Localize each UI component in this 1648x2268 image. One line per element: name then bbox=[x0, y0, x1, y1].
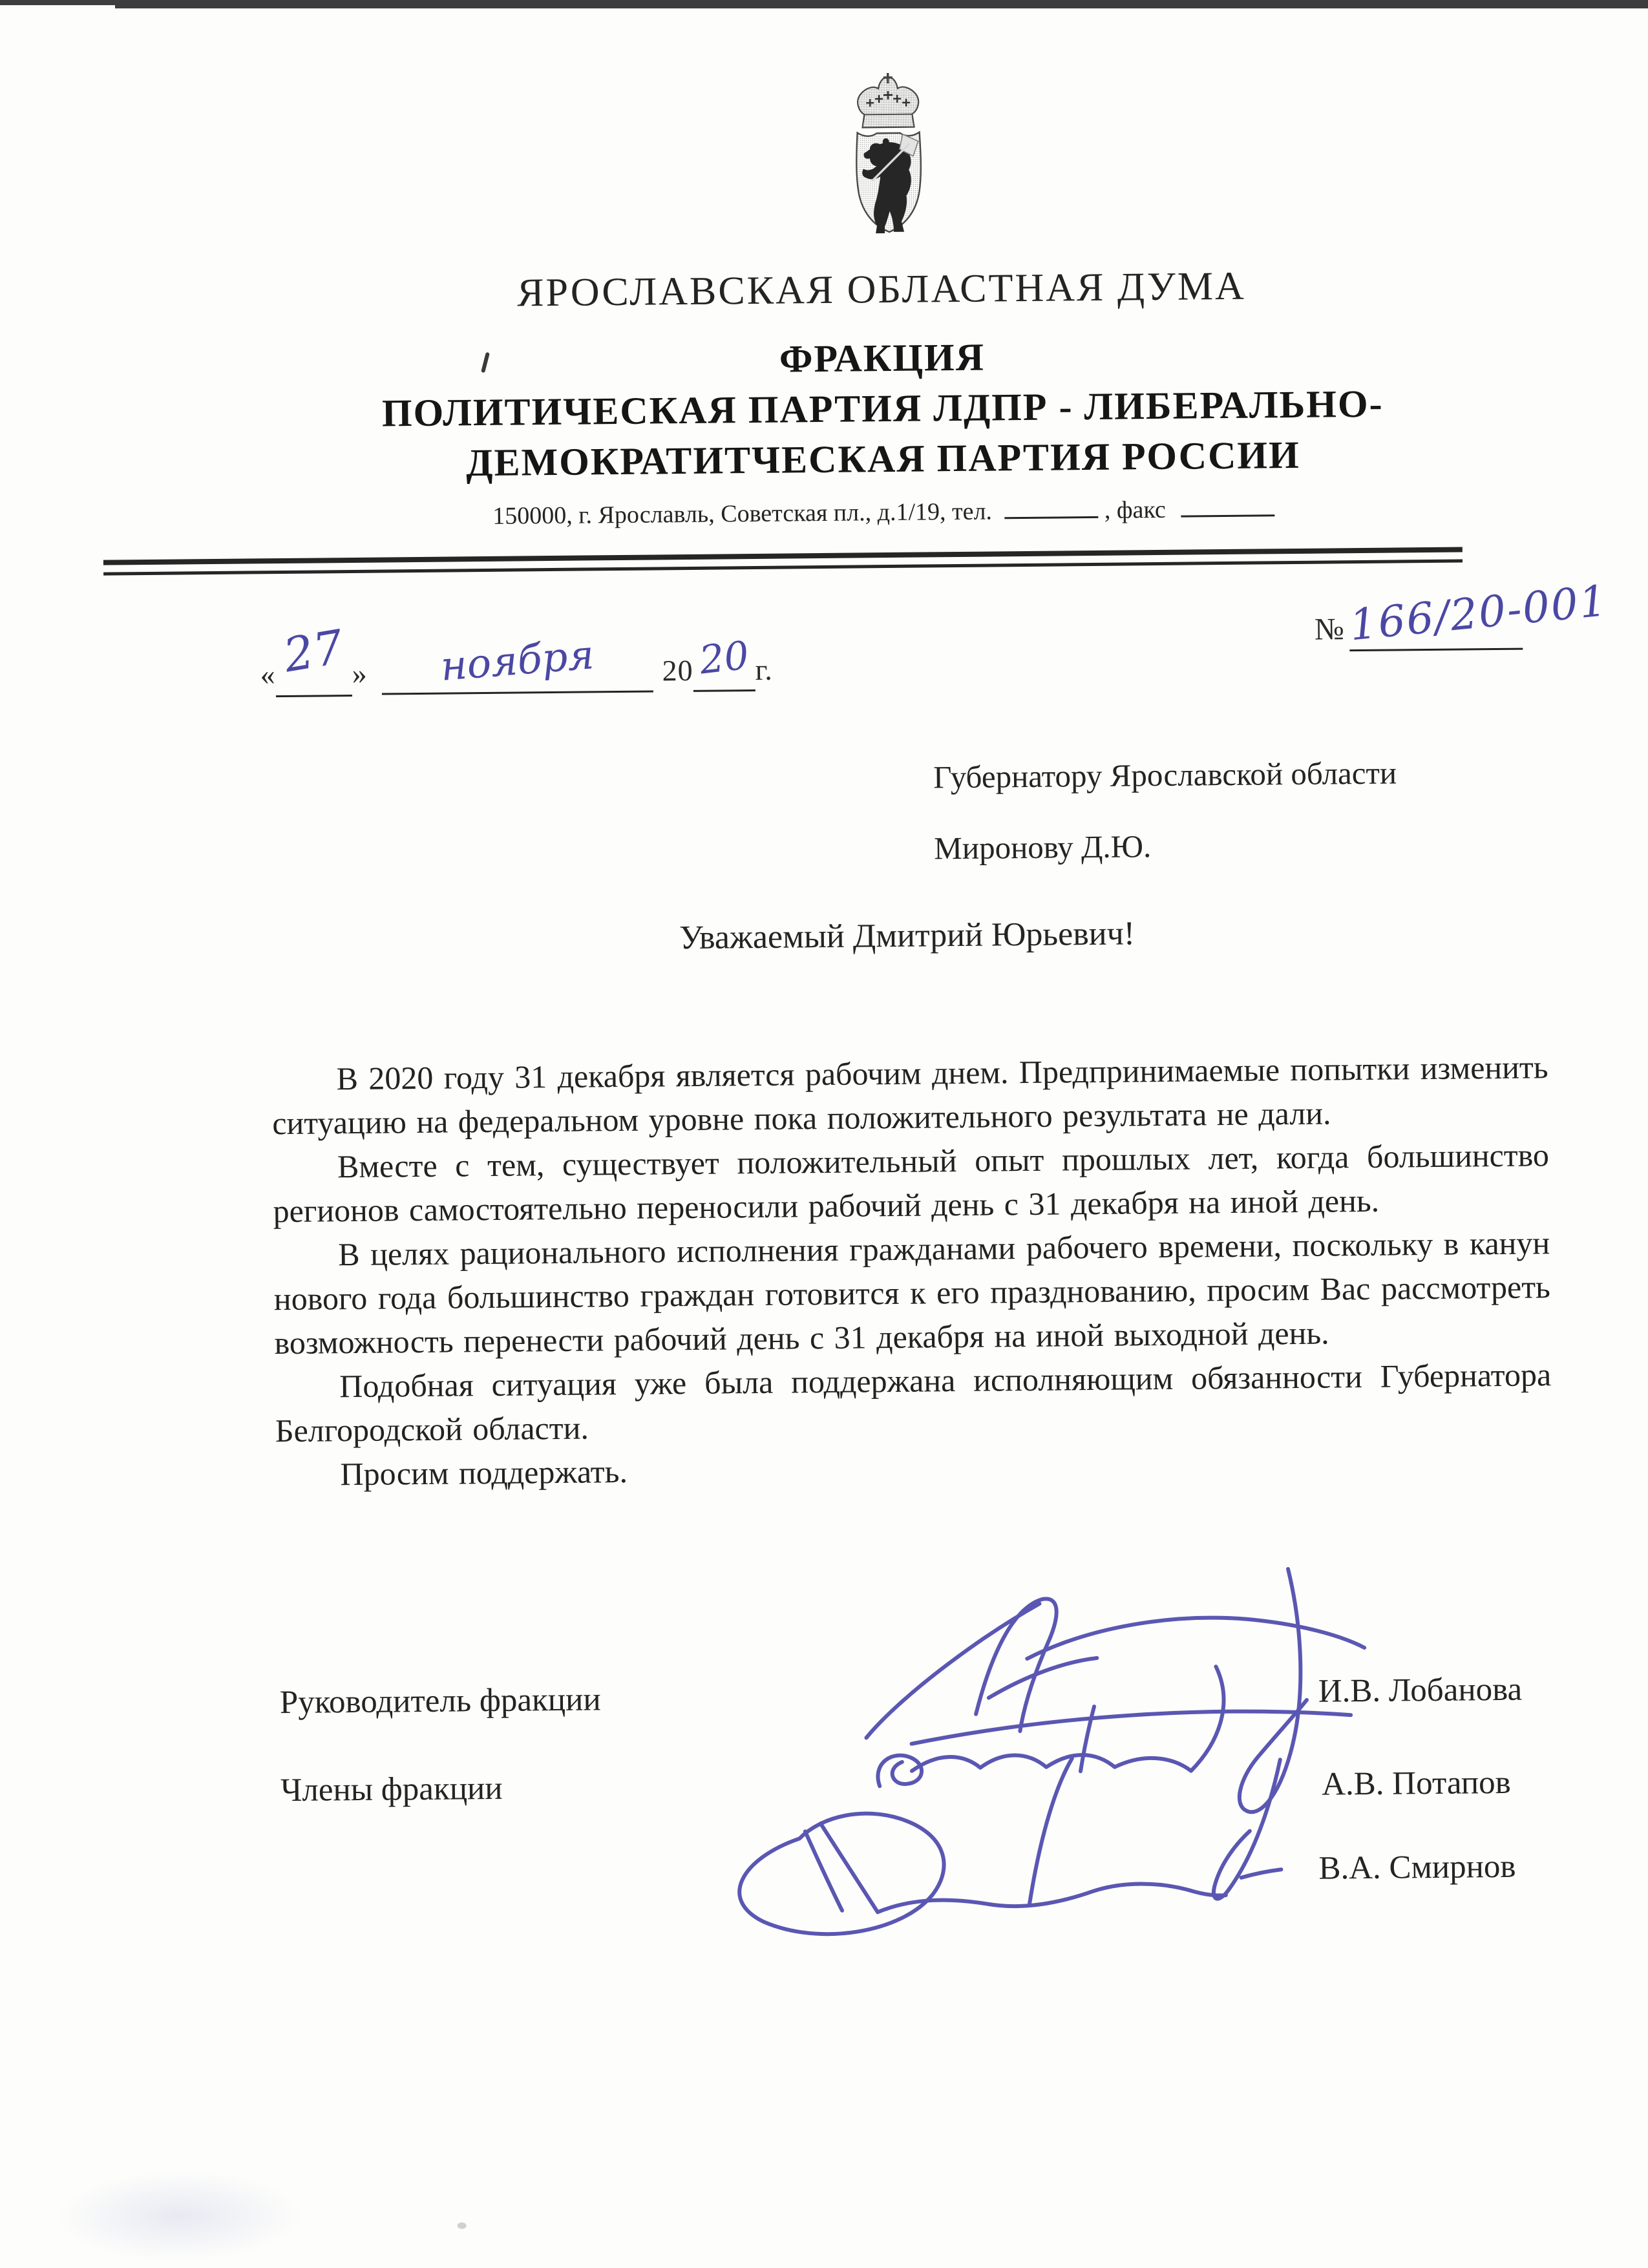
handwritten-month: ноября bbox=[439, 631, 596, 690]
body-paragraph: В 2020 году 31 декабря является рабочим днем. Предпринимаемые попытки изменить ситуацию на федеральном уровне пока положительного результата не дали. bbox=[272, 1049, 1548, 1142]
recipient-line2: Миронову Д.Ю. bbox=[933, 828, 1152, 866]
faction-title-line2: ПОЛИТИЧЕСКАЯ ПАРТИЯ ЛДПР - ЛИБЕРАЛЬНО- bbox=[381, 382, 1384, 435]
body-paragraph: Просим поддержать. bbox=[340, 1453, 628, 1493]
role-members-label: Члены фракции bbox=[280, 1770, 503, 1809]
document-number-line bbox=[1314, 576, 1610, 652]
address-text-fax: , факс bbox=[1104, 496, 1167, 524]
faction-title-line1: ФРАКЦИЯ bbox=[779, 335, 986, 381]
body-paragraph: В целях рационального исполнения гражданами рабочего времени, поскольку в канун нового года большинство граждан готовится к его празднованию, просим Вас рассмотреть возможность перенести рабочий день с 31 декабря на иной выходной день. bbox=[273, 1224, 1551, 1361]
scan-ink-smudge bbox=[56, 2170, 302, 2263]
faction-title-line3: ДЕМОКРАТИТЧЕСКАЯ ПАРТИЯ РОССИИ bbox=[465, 433, 1300, 485]
phone-blank-line bbox=[1005, 516, 1099, 519]
recipient-block bbox=[933, 737, 1398, 884]
body-paragraph: Подобная ситуация уже была поддержана исполняющим обязанности Губернатора Белгородской области. bbox=[275, 1356, 1552, 1449]
date-line bbox=[260, 619, 774, 698]
recipient-line1: Губернатору Ярославской области bbox=[933, 755, 1397, 795]
number-blank-line bbox=[1347, 576, 1610, 652]
address-line bbox=[121, 491, 1646, 534]
body-paragraph: Вместе с тем, существует положительный опыт прошлых лет, когда большинство регионов самостоятельно переносили рабочий день с 31 декабря на иной день. bbox=[273, 1137, 1550, 1230]
signer-name-smirnov: В.А. Смирнов bbox=[1318, 1848, 1516, 1887]
role-head-label: Руководитель фракции bbox=[279, 1681, 601, 1721]
scan-edge-artifact bbox=[0, 0, 1648, 8]
year-suffix: г. bbox=[755, 653, 774, 686]
day-blank-line bbox=[275, 619, 352, 697]
scan-dot-speck bbox=[458, 2222, 467, 2229]
month-blank-line bbox=[381, 631, 653, 695]
handwritten-year: 20 bbox=[697, 633, 752, 684]
signer-name-lobanova: И.В. Лобанова bbox=[1318, 1671, 1523, 1710]
letterhead-divider-rule bbox=[103, 547, 1463, 575]
org-name: ЯРОСЛАВСКАЯ ОБЛАСТНАЯ ДУМА bbox=[516, 264, 1246, 315]
year-blank-line bbox=[693, 633, 755, 692]
faction-title bbox=[120, 326, 1646, 492]
close-quote: » bbox=[352, 656, 368, 690]
letter-body bbox=[271, 1045, 1552, 1496]
year-prefix: 20 bbox=[662, 653, 693, 688]
handwritten-number: 166/20-001 bbox=[1347, 576, 1610, 651]
signer-name-potapov: А.В. Потапов bbox=[1321, 1764, 1511, 1803]
address-text: 150000, г. Ярославль, Советская пл., д.1/19, тел. bbox=[492, 498, 993, 530]
salutation: Уважаемый Дмитрий Юрьевич! bbox=[679, 915, 1136, 957]
number-sign: № bbox=[1314, 612, 1345, 647]
yaroslavl-coat-of-arms-icon bbox=[842, 71, 935, 236]
open-quote: « bbox=[260, 658, 276, 691]
handwritten-day: 27 bbox=[280, 619, 348, 683]
handwritten-signatures-icon bbox=[664, 1539, 1379, 1947]
fax-blank-line bbox=[1181, 514, 1274, 517]
